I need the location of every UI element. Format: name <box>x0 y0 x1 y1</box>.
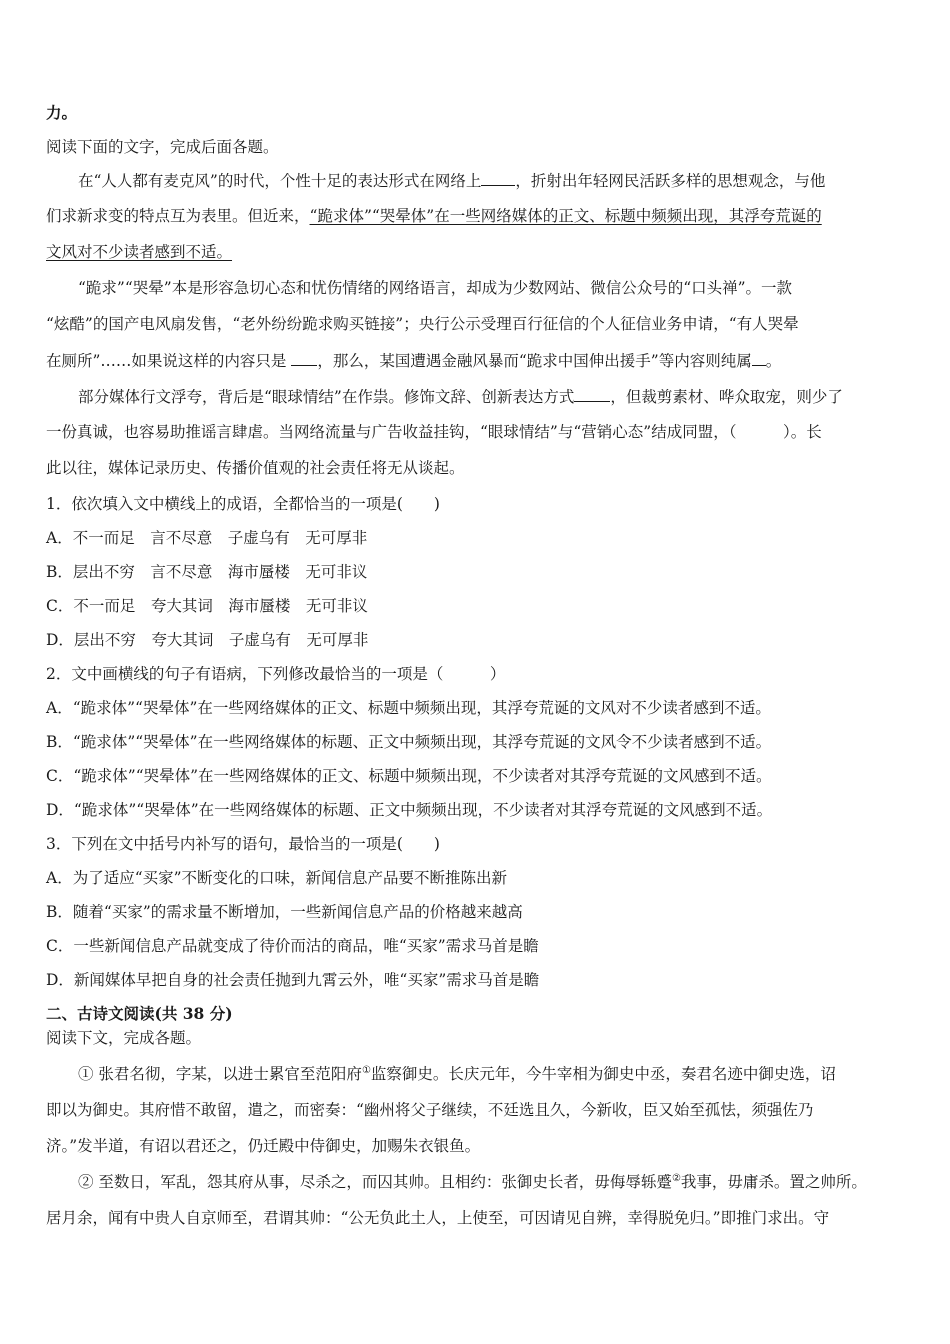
question-1-option-c: C．不一而足 夸大其词 海市蜃楼 无可非议 <box>46 597 368 615</box>
classical-p1-line1: ① 张君名彻，字某，以进士累官至范阳府①监察御史。长庆元年，今牛宰相为御史中丞，奏君名迹中御史选，诏 <box>78 1064 836 1083</box>
question-1-option-d: D．层出不穷 夸大其词 子虚乌有 无可厚非 <box>46 631 369 649</box>
question-2-option-b: B．“跪求体”“哭晕体”在一些网络媒体的标题、正文中频频出现，其浮夸荒诞的文风令不少读者感到不适。 <box>46 733 772 751</box>
passage-p3-line3: 此以往，媒体记录历史、传播价值观的社会责任将无从谈起。 <box>46 459 465 477</box>
question-3-option-d: D．新闻媒体早把自身的社会责任抛到九霄云外，唯“买家”需求马首是瞻 <box>46 971 540 989</box>
section-2-instruction: 阅读下文，完成各题。 <box>46 1029 202 1047</box>
passage-p2-line2: “炫酷”的国产电风扇发售，“老外纷纷跪求购买链接”；央行公示受理百行征信的个人征信业务申请，“有人哭晕 <box>46 315 799 333</box>
section-2-title: 二、古诗文阅读(共 38 分) <box>46 1004 233 1023</box>
passage-p2-line3: 在厕所”……如果说这样的内容只是 ，那么，某国遭遇金融风暴而“跪求中国伸出援手”等内容则纯属 。 <box>46 352 782 370</box>
question-3-option-c: C．一些新闻信息产品就变成了待价而沽的商品，唯“买家”需求马首是瞻 <box>46 937 539 955</box>
footnote-mark-2: ② <box>671 1172 681 1184</box>
passage-p1-line3: 文风对不少读者感到不适。 <box>46 243 233 261</box>
passage-p1-line2: 们求新求变的特点互为表里。但近来，“跪求体”“哭晕体”在一些网络媒体的正文、标题中频频出现，其浮夸荒诞的 <box>46 207 822 225</box>
instruction-1: 阅读下面的文字，完成后面各题。 <box>46 138 279 156</box>
passage-p2-line1: “跪求”“哭晕”本是形容急切心态和忧伤情绪的网络语言，却成为少数网站、微信公众号的“口头禅”。一款 <box>78 279 793 297</box>
question-2-option-c: C．“跪求体”“哭晕体”在一些网络媒体的正文、标题中频频出现，不少读者对其浮夸荒诞的文风感到不适。 <box>46 767 772 785</box>
underlined-sentence: “跪求体”“哭晕体”在一些网络媒体的正文、标题中频频出现，其浮夸荒诞的 <box>309 207 822 225</box>
classical-p2-line1: ② 至数日，军乱，怨其府从事，尽杀之，而囚其帅。且相约：张御史长者，毋侮辱轹蹙②我事，毋庸杀。置之帅所。 <box>78 1172 867 1191</box>
question-1-option-b: B．层出不穷 言不尽意 海市蜃楼 无可非议 <box>46 563 368 581</box>
passage-p3-line2: 一份真诚，也容易助推谣言肆虐。当网络流量与广告收益挂钩，“眼球情结”与“营销心态”结成同盟，（ ）。长 <box>46 423 822 441</box>
classical-p2-line2: 居月余，闻有中贵人自京师至，君谓其帅：“公无负此土人，上使至，可因请见自辨，幸得脱免归。”即推门求出。守 <box>46 1209 830 1227</box>
passage-p1-line1: 在“人人都有麦克风”的时代，个性十足的表达形式在网络上 ，折射出年轻网民活跃多样的思想观念，与他 <box>78 172 826 190</box>
question-3-option-b: B．随着“买家”的需求量不断增加，一些新闻信息产品的价格越来越高 <box>46 903 523 921</box>
question-3-option-a: A．为了适应“买家”不断变化的口味，新闻信息产品要不断推陈出新 <box>46 869 508 887</box>
question-3-stem: 3．下列在文中括号内补写的语句，最恰当的一项是( ) <box>46 835 440 853</box>
question-1-option-a: A．不一而足 言不尽意 子虚乌有 无可厚非 <box>46 529 368 547</box>
footnote-mark-1: ① <box>361 1064 371 1076</box>
passage-p3-line1: 部分媒体行文浮夸，背后是“眼球情结”在作祟。修饰文辞、创新表达方式 ，但裁剪素材、哗众取宠，则少了 <box>78 388 843 406</box>
question-2-option-a: A．“跪求体”“哭晕体”在一些网络媒体的正文、标题中频频出现，其浮夸荒诞的文风对不少读者感到不适。 <box>46 699 771 717</box>
question-2-option-d: D．“跪求体”“哭晕体”在一些网络媒体的标题、正文中频频出现，不少读者对其浮夸荒诞的文风感到不适。 <box>46 801 773 819</box>
question-1-stem: 1．依次填入文中横线上的成语，全都恰当的一项是( ) <box>46 495 440 513</box>
classical-p1-line2: 即以为御史。其府惜不敢留，遣之，而密奏：“幽州将父子继续，不廷选且久，今新收，臣又始至孤怯，须强佐乃 <box>46 1101 814 1119</box>
question-2-stem: 2．文中画横线的句子有语病，下列修改最恰当的一项是（ ） <box>46 665 506 683</box>
heading-tail: 力。 <box>46 103 78 122</box>
classical-p1-line3: 济。”发半道，有诏以君还之，仍迁殿中侍御史，加赐朱衣银鱼。 <box>46 1137 481 1155</box>
